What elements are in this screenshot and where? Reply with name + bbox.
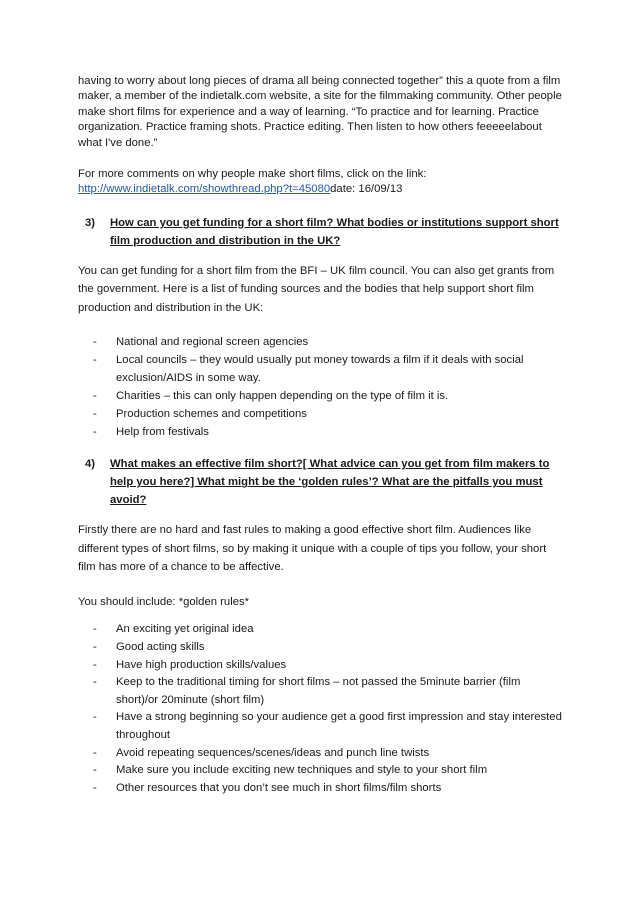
document-page <box>78 74 562 811</box>
section-4-heading-text: What makes an effective film short?[ What advice can you get from film makers to help you here?] What might be the ‘golden rules’? What are the pitfalls you must avoid? <box>110 458 550 507</box>
date-text: date: 16/09/13 <box>330 183 403 196</box>
list-item: - Local councils – they would usually put money towards a film if it deals with social exclusion/AIDS in some way. <box>93 354 524 385</box>
list-item: - Charities – this can only happen depending on the type of film it is. <box>93 390 449 403</box>
list-item: - Have high production skills/values <box>93 658 287 671</box>
list-item: - Production schemes and competitions <box>93 408 307 421</box>
list-item: - Other resources that you don’t see much in short films/film shorts <box>93 781 442 794</box>
list-item: - National and regional screen agencies <box>93 336 309 349</box>
list-item: - An exciting yet original idea <box>93 623 254 636</box>
section-3-body: You can get funding for a short film from the BFI – UK film council. You can also get grants from the government. Here is a list of funding sources and the bodies that help support short film production and distribution in the UK: <box>78 264 555 314</box>
comments-paragraph <box>78 167 562 198</box>
section-4-body: Firstly there are no hard and fast rules to making a good effective short film. Audiences like different types of short films, so by making it unique with a couple of tips you follow, your short film has more of a chance to be affective. <box>78 524 547 574</box>
include-text: You should include: *golden rules* <box>78 595 250 608</box>
section-3-heading <box>78 214 562 250</box>
section-4-number: 4) <box>85 458 96 471</box>
intro-paragraph: having to worry about long pieces of drama all being connected together” this a quote from a film maker, a member of the indietalk.com website, a site for the filmmaking community. Other people make short films for experience and a way of learning. “To practice and for learning. Practice organization. Practice framing shots. Practice editing. Then listen to how others feeeeelabout what I've done.” <box>78 75 562 149</box>
list-item: - Make sure you include exciting new techniques and style to your short film <box>93 764 488 777</box>
section-4-heading <box>78 455 562 509</box>
list-item: - Help from festivals <box>93 426 209 439</box>
golden-rules-list <box>78 621 562 797</box>
list-item: - Avoid repeating sequences/scenes/ideas and punch line twists <box>93 746 430 759</box>
section-3-heading-text: How can you get funding for a short film? What bodies or institutions support short film production and distribution in the UK? <box>110 216 559 247</box>
list-item: - Have a strong beginning so your audience get a good first impression and stay interested throughout <box>93 711 562 741</box>
list-item: - Keep to the traditional timing for short films – not passed the 5minute barrier (film short)/or 20minute (short film) <box>93 676 521 706</box>
section-3-number: 3) <box>85 216 96 229</box>
list-item: - Good acting skills <box>93 640 205 653</box>
indietalk-link[interactable]: http://www.indietalk.com/showthread.php?t=45080 <box>78 183 331 196</box>
comments-text: For more comments on why people make short films, click on the link: <box>78 168 427 181</box>
funding-sources-list <box>78 333 562 441</box>
